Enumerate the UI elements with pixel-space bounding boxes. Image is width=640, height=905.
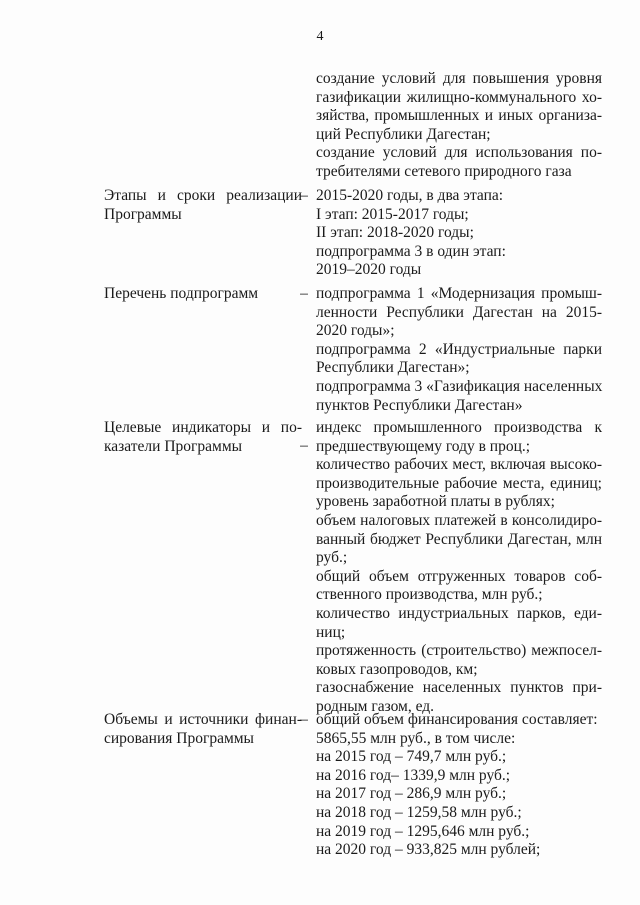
text-line: производительные рабочие места, единиц; [316, 474, 602, 492]
text-line: 5865,55 млн руб., в том числе: [316, 729, 516, 747]
section-content [316, 187, 602, 280]
section-content [316, 419, 602, 717]
dash-separator: – [300, 187, 308, 204]
label-line: Этапы и сроки реализации [104, 187, 302, 204]
label-line: Перечень подпрограмм [104, 285, 259, 302]
label-line: Программы [104, 205, 182, 223]
text-line: зяйства, промышленных и иных организа- [316, 107, 602, 125]
text-line: предшествующему году в проц.; [316, 437, 531, 455]
text-line: руб.; [316, 549, 348, 567]
text-line: родным газом, ед. [316, 697, 435, 715]
text-line: 2019–2020 годы [316, 261, 422, 279]
section-label [104, 419, 302, 456]
text-line: на 2019 год – 1295,646 млн руб.; [316, 822, 530, 840]
text-line: на 2016 год– 1339,9 млн руб.; [316, 766, 511, 784]
text-line: 2020 годы»; [316, 322, 395, 340]
label-line: Целевые индикаторы и по- [104, 419, 302, 436]
section-label [104, 285, 302, 304]
text-line: объем налоговых платежей в консолидиро- [316, 511, 602, 529]
text-line: общий объем отгруженных товаров соб- [316, 567, 602, 585]
text-line: газификации жилищно-коммунального хо- [316, 88, 602, 106]
text-line: индекс промышленного производства к [316, 419, 602, 436]
dash-separator: – [300, 285, 308, 302]
text-line: пунктов Республики Дагестан» [316, 396, 523, 414]
label-line: казатели Программы [104, 437, 243, 455]
page-number: 4 [316, 29, 324, 44]
text-line: подпрограмма 1 «Модернизация промыш- [316, 285, 602, 302]
text-line: ванный бюджет Республики Дагестан, млн [316, 530, 602, 548]
text-line: ций Республики Дагестан; [316, 125, 491, 143]
text-line: общий объем финансирования составляет: [316, 711, 598, 728]
text-line: создание условий для повышения уровня [316, 70, 602, 87]
text-line: на 2020 год – 933,825 млн рублей; [316, 841, 541, 859]
text-line: подпрограмма 3 «Газификация населенных [316, 377, 603, 395]
text-line: количество индустриальных парков, еди- [316, 604, 602, 622]
section-content [316, 285, 602, 415]
text-line: Республики Дагестан»; [316, 359, 470, 377]
section-label [104, 187, 302, 224]
section-label [104, 711, 302, 748]
text-line: подпрограмма 3 в один этап: [316, 242, 506, 260]
label-line: Объемы и источники финан- [104, 711, 302, 728]
text-line: подпрограмма 2 «Индустриальные парки [316, 340, 602, 358]
label-line: сирования Программы [104, 729, 254, 747]
text-line: создание условий для использования по- [316, 144, 602, 162]
section-content [316, 711, 602, 860]
text-line: ственного производства, млн руб.; [316, 586, 543, 604]
text-line: ниц; [316, 623, 346, 641]
text-line: количество рабочих мест, включая высоко- [316, 456, 602, 474]
goals-text [316, 70, 602, 182]
dash-separator: – [300, 437, 308, 454]
text-line: ленности Республики Дагестан на 2015- [316, 303, 602, 321]
text-line: протяженность (строительство) межпосел- [316, 642, 602, 660]
text-line: уровень заработной платы в рублях; [316, 493, 555, 511]
text-line: I этап: 2015-2017 годы; [316, 205, 469, 223]
text-line: газоснабжение населенных пунктов при- [316, 679, 602, 697]
text-line: ковых газопроводов, км; [316, 660, 478, 678]
text-line: II этап: 2018-2020 годы; [316, 224, 474, 242]
text-line: на 2018 год – 1259,58 млн руб.; [316, 803, 522, 821]
dash-separator: – [300, 711, 308, 728]
text-line: на 2017 год – 286,9 млн руб.; [316, 785, 507, 803]
text-line: требителями сетевого природного газа [316, 162, 572, 180]
text-line: на 2015 год – 749,7 млн руб.; [316, 748, 507, 766]
text-line: 2015-2020 годы, в два этапа: [316, 187, 504, 204]
